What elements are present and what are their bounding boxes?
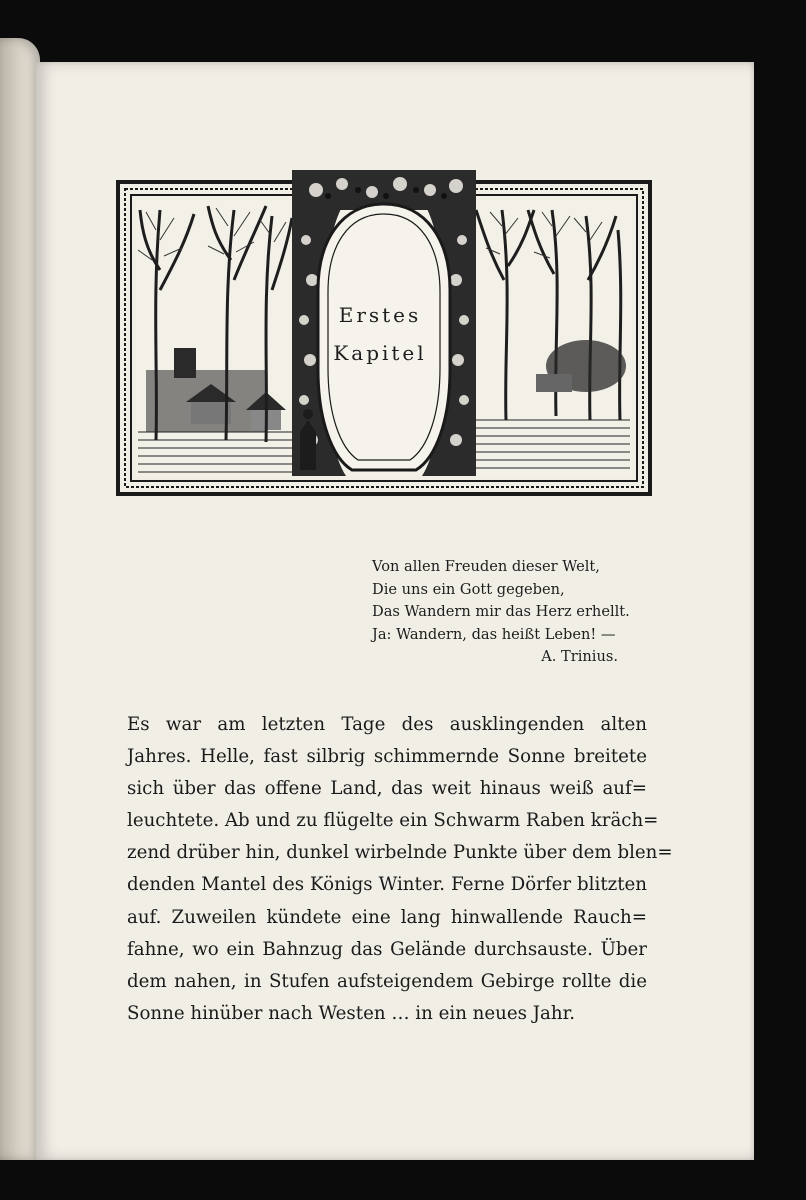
epigraph-author: A. Trinius. <box>541 648 618 665</box>
body-line: dem nahen, in Stufen aufsteigendem Gebirge rollte die <box>127 970 647 992</box>
body-paragraph <box>127 709 673 1030</box>
left-page-edge <box>0 38 40 1160</box>
epigraph-line: Von allen Freuden dieser Welt, <box>372 558 600 575</box>
epigraph-line: Ja: Wandern, das heißt Leben! — <box>372 625 616 643</box>
body-line: sich über das offene Land, das weit hinaus weiß auf= <box>127 778 647 800</box>
body-line: Jahres. Helle, fast silbrig schimmernde Sonne breitete <box>127 746 647 768</box>
body-line: leuchtete. Ab und zu flügelte ein Schwarm Raben kräch= <box>127 810 659 832</box>
body-line: Es war am letzten Tage des ausklingenden alten <box>127 714 647 735</box>
body-line: fahne, wo ein Bahnzug das Gelände durchsauste. Über <box>127 938 647 960</box>
chapter-title-line-2: Kapitel <box>333 341 427 365</box>
body-line: auf. Zuweilen kündete eine lang hinwallende Rauch= <box>127 906 647 928</box>
epigraph <box>372 556 672 669</box>
body-line: Sonne hinüber nach Westen … in ein neues Jahr. <box>127 1002 576 1024</box>
chapter-title-line-1: Erstes <box>338 303 422 327</box>
chapter-title <box>320 296 440 372</box>
epigraph-line: Die uns ein Gott gegeben, <box>372 580 565 598</box>
epigraph-line: Das Wandern mir das Herz erhellt. <box>372 603 630 620</box>
body-line: denden Mantel des Königs Winter. Ferne Dörfer blitzten <box>127 874 647 896</box>
body-line: zend drüber hin, dunkel wirbelnde Punkte über dem blen= <box>127 842 673 864</box>
